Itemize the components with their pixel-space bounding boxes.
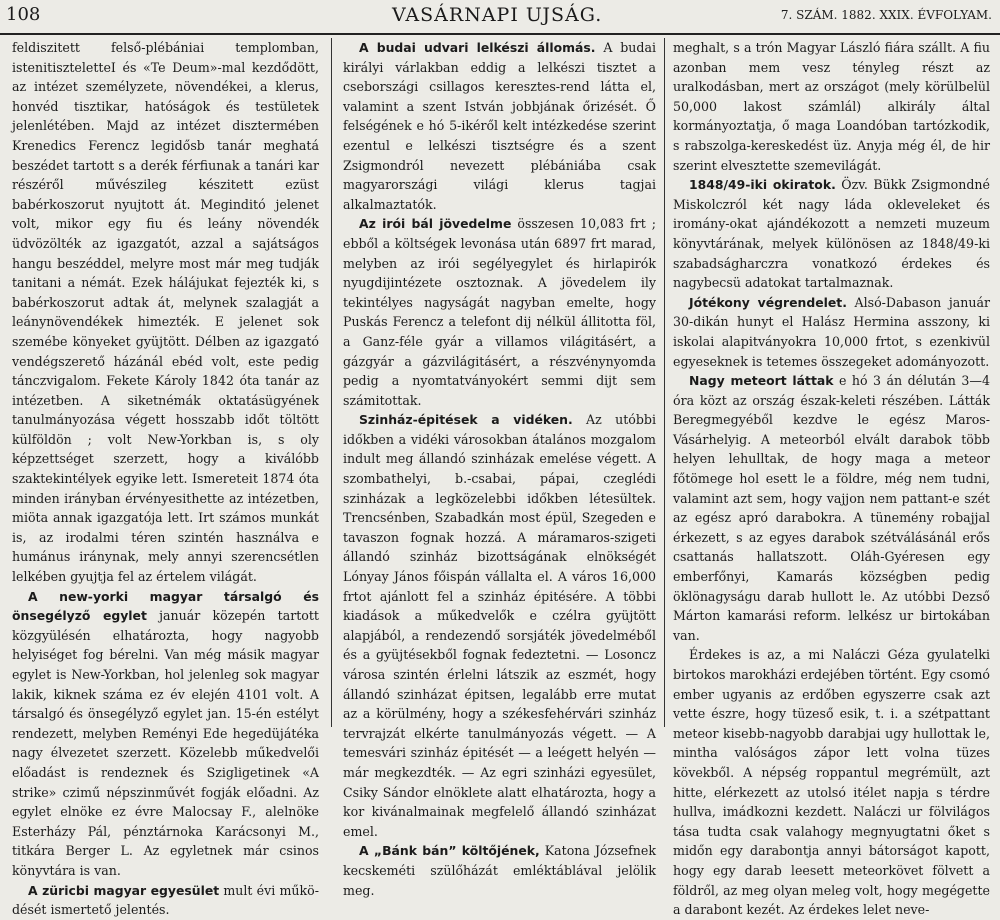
article-heading: A „Bánk bán” költőjének, xyxy=(359,843,540,859)
article xyxy=(343,841,656,900)
article-body: mult évi műkö-dését ismertető jelentés. xyxy=(12,882,319,918)
column-right xyxy=(673,38,990,918)
article-heading: A new-yorki magyar társalgó és önsegélyző egylet xyxy=(12,588,319,624)
article-body: e hó 3 án délután 3—4 óra közt az ország észak-keleti részében. Látták Beregmegyéből kezdve le egész Maros-Vásárhelyig. A meteorból elvált darabok több helyen lehulltak, de hogy maga a meteor főtömege hol esett le a földre, még nem tudni, valamint azt sem, hogy vajjon nem pattant-e szét az egész apró darabokra. A tünemény robajjal érkezett, s az egyes darabok szétválásánál erős csattanás hallatszott. Oláh-Gyéresen egy emberfőnyi, Kamarás községben pedig öklönagyságu darab hullott le. Az utóbbi Dezső Márton kamarási reform. lelkész ur birtokában van. xyxy=(673,373,990,643)
article-body: Alsó-Dabason január 30-dikán hunyt el Halász Hermina asszony, ki iskolai alapitványokra 10,000 frtot, s ezenkivül egyeseknek is tetemes összegeket adományozott. xyxy=(673,294,990,369)
article-body: összesen 10,083 frt ; ebből a költségek levonása után 6897 frt marad, melyben az irói segélyegylet és hirlapirók nyugdijintézete osztoznak. A jövedelem ily tekintélyes nagyságát nagyban emelte, hogy Puskás Ferencz a telefont dij nélkül állitotta föl, a Ganz-féle gyár a villamos világitásért, a gázgyár a gázvilágitásért, a részvénynyomda pedig a nyomtatványokért semmi dijt sem számitottak. xyxy=(343,216,656,408)
issue-info: 7. SZÁM. 1882. XXIX. ÉVFOLYAM. xyxy=(780,8,992,22)
article xyxy=(673,371,990,645)
page-header xyxy=(0,0,1000,36)
article-text: Érdekes is az, a mi Naláczi Géza gyulatelki birtokos marokházi erdejében történt. Egy csomó ember ugyanis az erdőben egyszerre csak azt vette észre, hogy tüzeső esik, t. i. a szétpattant meteor kisebb-nagyobb darabjai ugy hullottak le, mintha valóságos zápor lett volna tüzes kövekből. A népség roppantul megrémült, azt hitte, elérkezett az utolsó itélet napja s térdre hullva, imádkozni kezdett. Naláczi ur fölvilágos tása tudta csak valahogy megnyugtatni őket s midőn egy darabontja annyi bátorságot kapott, hogy egy darab leesett meteorkövet fölvett a földről, az meg olyan meleg volt, hogy megégette a darabont kezét. Az érdekes lelet neve- xyxy=(673,647,990,918)
header-rule xyxy=(0,33,1000,35)
article xyxy=(343,410,656,841)
article-body: A budai királyi várlakban eddig a lelkészi tisztet a csebországi csillagos keresztes-rend látta el, valamint a szent István jobbjának őrizését. Ő felségének e hó 5-ikéről kelt intézkedése szerint ezentul e lelkészi tisztségre és a szent Zsigmondról nevezett plébániába csak magyarországi világi klerus tagjai alkalmaztatók. xyxy=(343,40,657,212)
article-text: meghalt, s a trón Magyar László fiára szállt. A fiu azonban mem vesz tényleg részt az uralkodásban, mert az országot (mely körülbelül 50,000 lakost számlál) alkirály által kormányoztatja, ő maga Loandóban tartózkodik, s rabszolga-kereskedést üz. Anyja még él, de hir szerint elvesztette szemevilágát. xyxy=(673,40,990,173)
article-heading: A budai udvari lelkészi állomás. xyxy=(359,40,596,55)
column-divider xyxy=(664,38,665,727)
article-heading: Szinház-épitések a vidéken. xyxy=(359,412,573,428)
article-text: feldiszitett felső-plébániai templomban, istenitiszteletteI és «Te Deum»-mal kezdődött, az intézet személyzete, növendékei, a klerus, honvéd tisztikar, hatóságok és testületek jelenlétében. Majd az intézet disztermében Krenedics Ferencz legidősb tanár meghatá beszédet tartott s a derék férfiunak a tanári kar részéről művészileg készitett ezüst babérkoszorut nyujtott át. Meginditó jelenet volt, mikor egy fiu és leány növendék üdvözölték az igazgatót, azzal a sajátságos hangu beszéddel, melyre most már meg tudják tanitani a némát. Ezek hálájukat fejezték ki, s babérkoszorut adtak át, melynek szalagját a leánynövendékek himezték. E jelenet sok szemébe könyeket gyüjtött. Délben az igazgató vendégszerető házánál ebéd volt, este pedig tánczvigalom. Fekete Károly 1842 óta tanár az intézetben. A siketnémák oktatásügyének tanulmányozása végett hosszabb időt töltött külföldön ; volt New-Yorkban is, s oly képzettséget szerzett, hogy a kiválóbb szaktekintélyek egyike lett. Ismereteit 1874 óta minden irányban érvényesithette az intézetben, miöta annak igazgatója lett. Irt számos munkát is, az irodalmi téren szintén használva e humánus iránynak, mely annyi szerencsétlen lelkében gyujtja fel az értelem világát. xyxy=(12,40,319,585)
article-heading: Nagy meteort láttak xyxy=(689,373,834,389)
article xyxy=(343,38,656,214)
column-middle xyxy=(343,38,657,898)
article xyxy=(343,214,656,410)
article xyxy=(673,175,990,293)
article-heading: Az irói bál jövedelme xyxy=(359,216,512,232)
article xyxy=(12,881,319,920)
article-heading: Jótékony végrendelet. xyxy=(689,294,847,310)
column-left xyxy=(12,38,319,918)
page-number: 108 xyxy=(6,4,41,25)
newspaper-title: VASÁRNAPI UJSÁG. xyxy=(392,4,603,26)
article xyxy=(12,587,319,881)
article-heading: 1848/49-iki okiratok. xyxy=(689,177,836,193)
article xyxy=(673,293,990,371)
article-body: január közepén tartott közgyülésén elhatározta, hogy nagyobb helyiséget fog bérelni. Van még másik magyar egylet is New-Yorkban, hol jelenleg sok magyar lakik, kiknek száma ez év elején 4101 volt. A társalgó és önsegélyző egylet jan. 15-én estélyt rendezett, melyben Reményi Ede hegedüjátéka nagy élvezetet szerzett. Közelebb műkedvelői előadást is rendeznek és Szigligetinek «A strike» czimű népszinművét fogják előadni. Az egylet elnöke ez évre Malocsay F., alelnöke Esterházy Pál, pénztárnoka Karácsonyi M., titkára Berger L. Az egyletnek már csinos könyvtára is van. xyxy=(12,608,319,878)
article-body: Az utóbbi időkben a vidéki városokban átalános mozgalom indult meg állandó szinházak emelése végett. A szombathelyi, b.-csabai, pápai, czeglédi szinházak a legközelebbi időkben létesültek. Trencsénben, Szabadkán most épül, Szegeden e tavaszon fognak hozzá. A máramaros-szigeti állandó szinház bizottságának elnökségét Lónyay János főispán vállalta el. A város 16,000 frtot ajánlott fel a szinház épitésére. A többi kiadások a műkedvelők e czélra gyüjtött alapjából, a rendezendő sorsjáték jövedelméből és a gyüjtésekből fognak fedeztetni. — Losoncz városa szintén érlelni látszik az eszmét, hogy állandó szinházat épitsen, legalább erre mutat az a körülmény, hogy a székesfehérvári szinház tervrajzát elkérte tanulmányozás végett. — A temesvári szinház épitését — a leégett helyén — már megkezdték. — Az egri szinházi egyesület, Csiky Sándor elnöklete alatt elhatározta, hogy a kor kivánalmainak megfelelő állandó szinházat emel. xyxy=(343,412,656,839)
article-body: Katona Józsefnek kecskeméti szülőházát emléktáblával jelölik meg. xyxy=(343,843,656,898)
article-body: Özv. Bükk Zsigmondné Miskolczról két nagy láda okleveleket és iromány-okat ajándékozott a nemzeti muzeum könyvtárának, melyek különösen az 1848/49-ki szabadságharczra vonatkozó érdekes és nagybecsü adatokat tartalmaznak. xyxy=(673,177,990,291)
column-divider xyxy=(331,38,332,727)
article-heading: A züricbi magyar egyesület xyxy=(28,882,220,898)
